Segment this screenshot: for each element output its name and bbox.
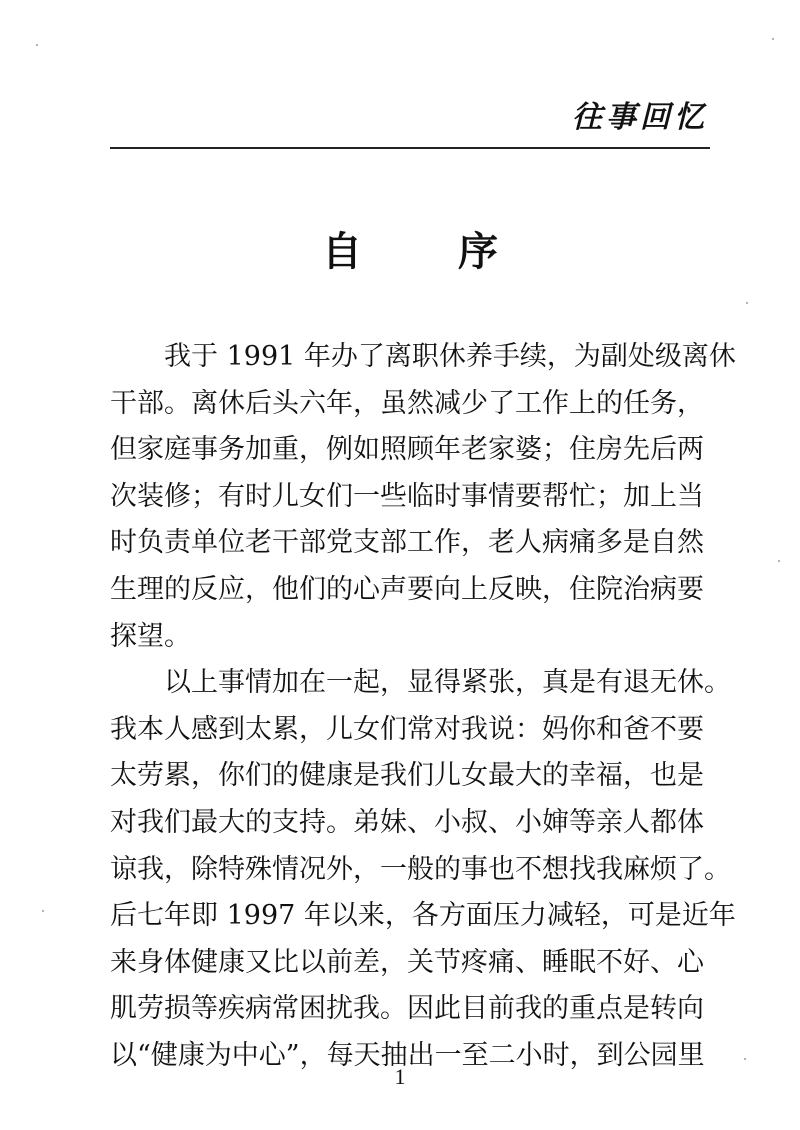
scan-speck [778,560,780,562]
scan-speck [772,38,774,40]
paragraph-2-line-1: 以上事情加在一起，显得紧张，真是有退无休。 [164,667,731,699]
scan-speck [746,302,748,304]
chapter-title-second-char: 序 [458,229,498,275]
paragraph-2-line-2: 我本人感到太累，儿女们常对我说：妈你和爸不要 [110,713,704,745]
paragraph-2-line-3: 太劳累，你们的健康是我们儿女最大的幸福，也是 [110,760,704,792]
scan-speck [744,1058,746,1060]
running-header: 往事回忆 [572,100,708,135]
paragraph-2-line-8: 肌劳损等疾病常困扰我。因此目前我的重点是转向 [110,993,704,1025]
paragraph-2-line-7: 来身体健康又比以前差，关节疼痛、睡眠不好、心 [110,946,704,978]
chapter-title [110,226,710,278]
paragraph-1-line-5: 时负责单位老干部党支部工作，老人病痛多是自然 [110,527,704,559]
scan-speck [42,910,44,912]
paragraph-2-line-9: 以“健康为中心”，每天抽出一至二小时，到公园里 [110,1039,705,1071]
paragraph-2-line-4: 对我们最大的支持。弟妹、小叔、小婶等亲人都体 [110,806,704,838]
paragraph-1-line-4: 次装修；有时儿女们一些临时事情要帮忙；加上当 [110,480,704,512]
paragraph-1-line-1: 我于 1991 年办了离职休养手续，为副处级离休 [164,341,736,372]
paragraph-2-line-6: 后七年即 1997 年以来，各方面压力减轻，可是近年 [110,900,736,932]
paragraph-2-line-5: 谅我，除特殊情况外，一般的事也不想找我麻烦了。 [110,853,731,885]
body-text [110,334,736,1080]
paragraph-1-line-7: 探望。 [110,620,191,652]
paragraph-1-line-2: 干部。离休后头六年，虽然减少了工作上的任务， [110,387,704,419]
header-rule [110,147,710,149]
paragraph-1-line-6: 生理的反应，他们的心声要向上反映，住院治病要 [110,573,704,605]
chapter-title-first-char: 自 [322,229,362,275]
scan-speck [36,44,38,46]
page-number: 1 [394,1064,406,1089]
paragraph-1-line-3: 但家庭事务加重，例如照顾年老家婆；住房先后两 [110,434,704,466]
